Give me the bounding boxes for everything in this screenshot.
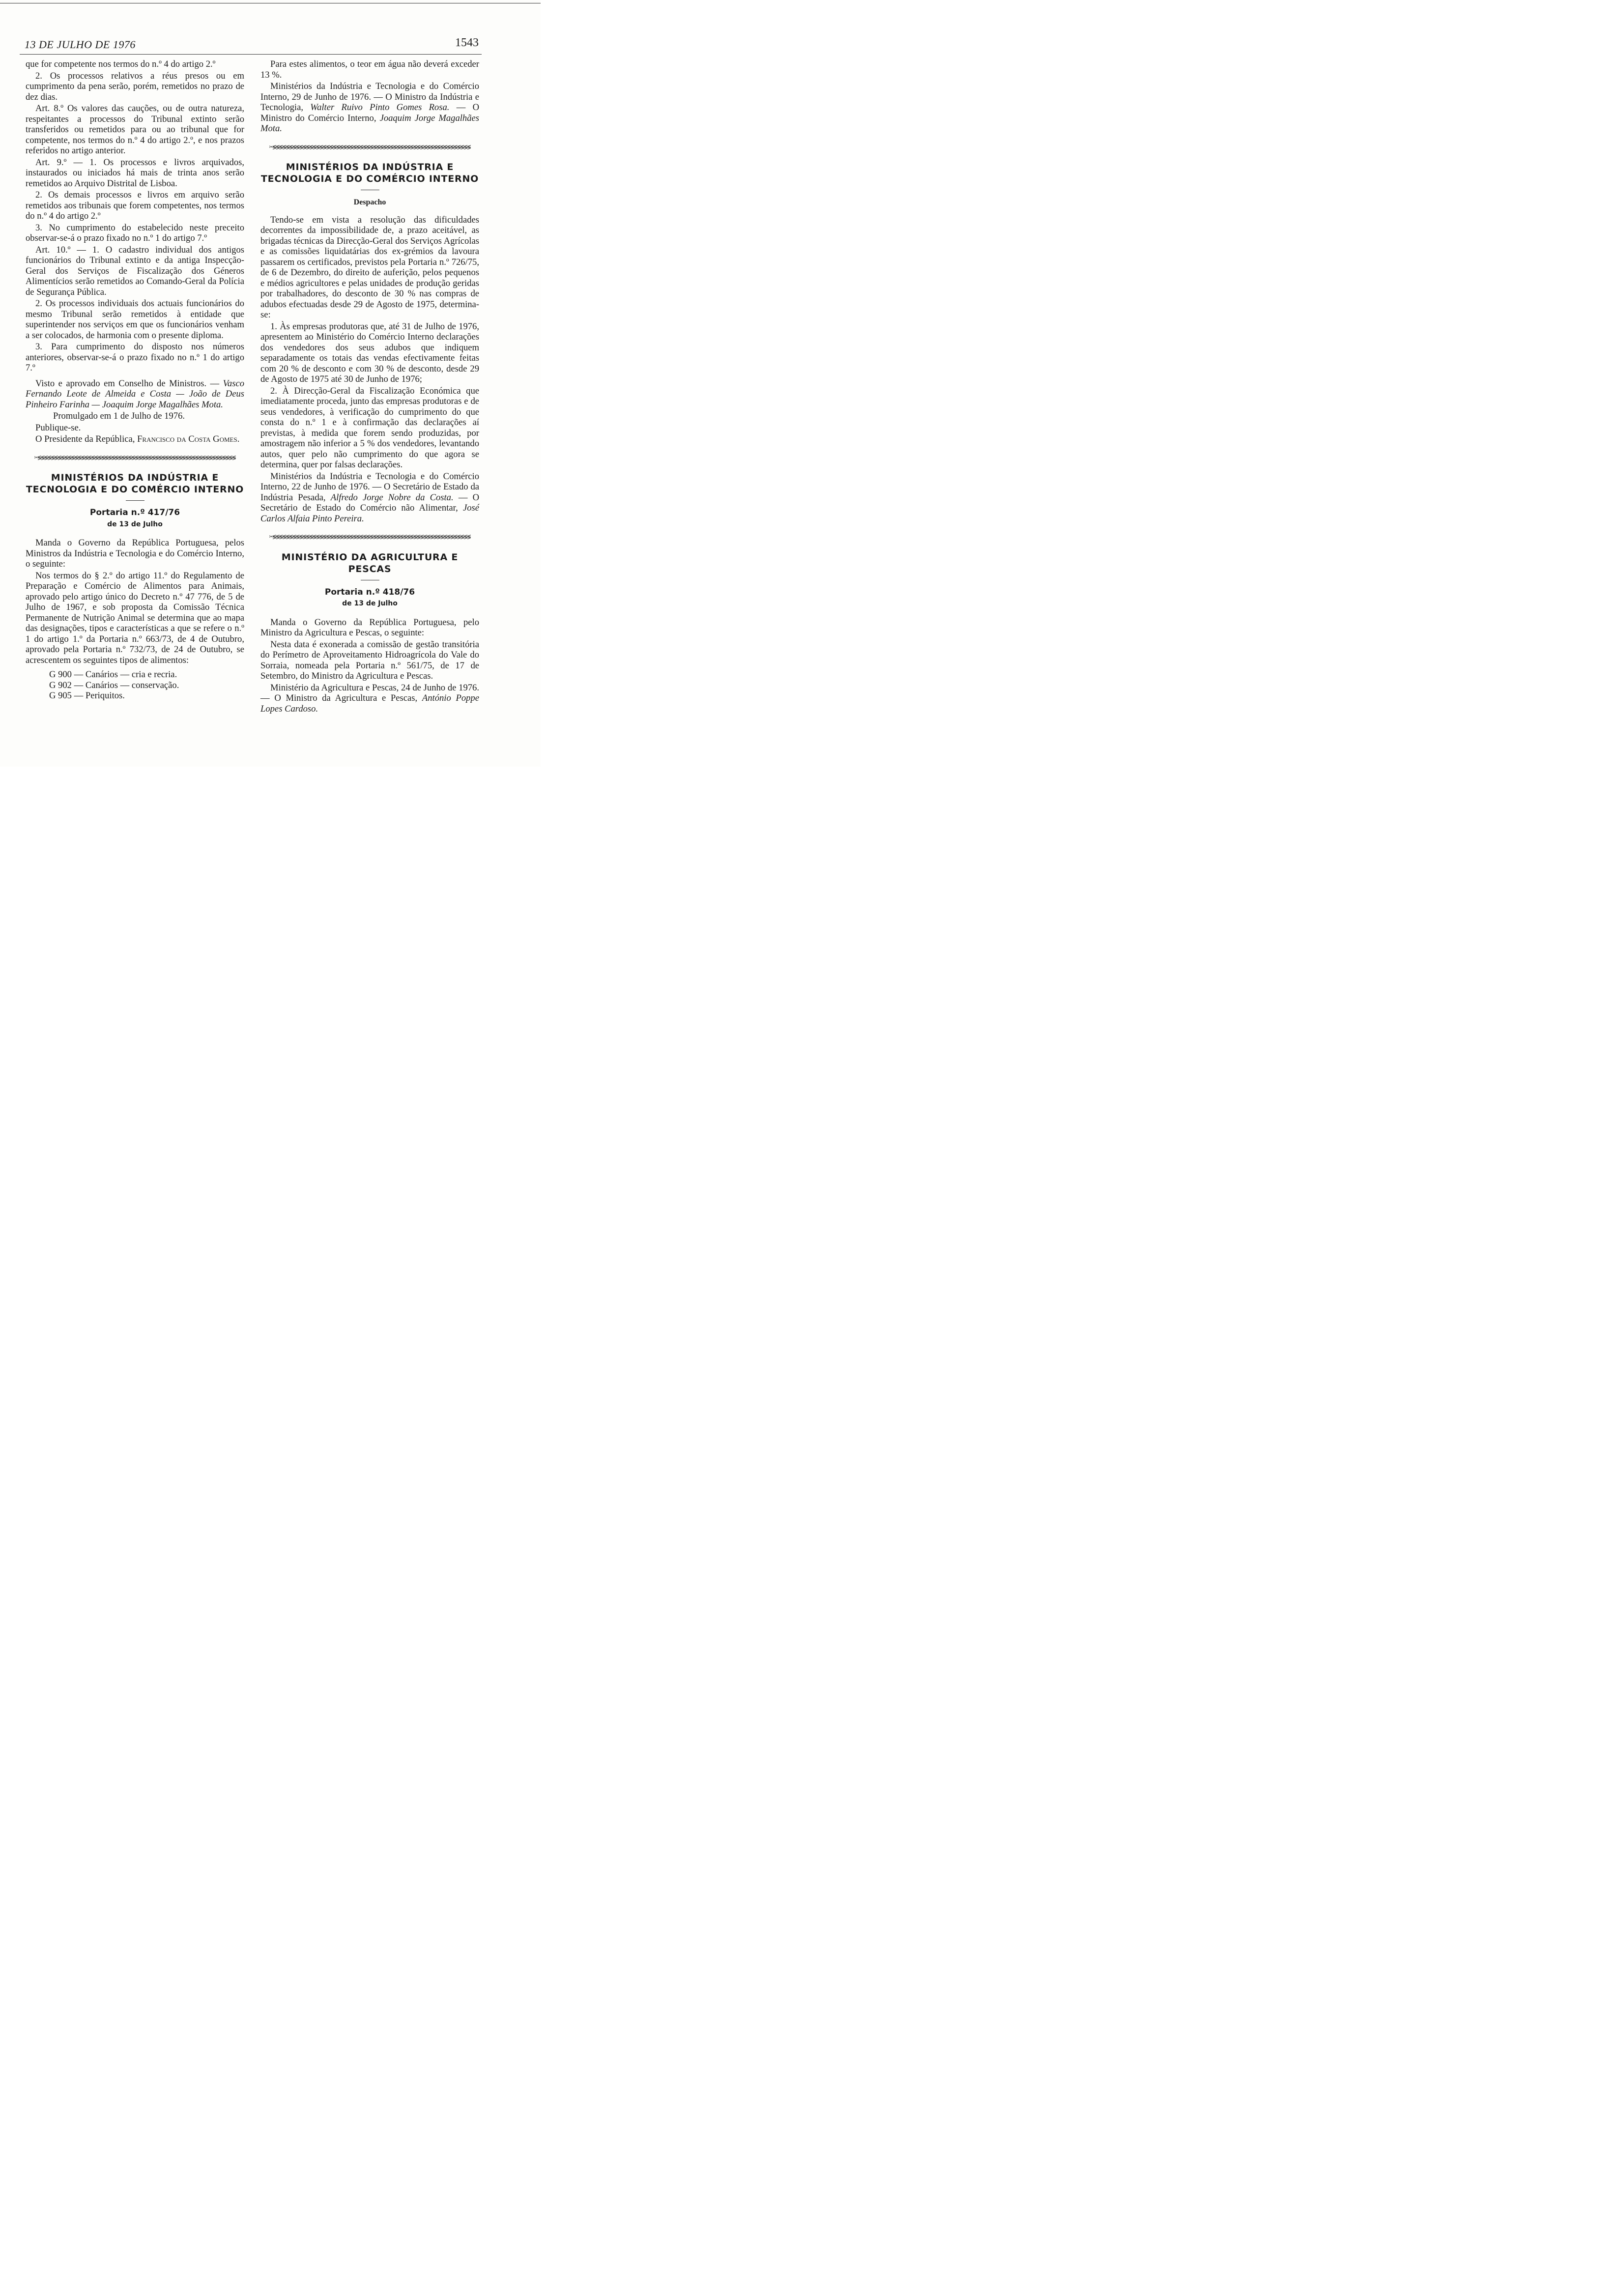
paragraph: Manda o Governo da República Portuguesa, pelo Ministro da Agricultura e Pescas, o seguinte: [260, 617, 479, 638]
signature-block [260, 471, 479, 524]
portaria-date: de 13 de Julho [342, 600, 398, 607]
signature-mid: — O Secretário de Estado do Comércio não Alimentar, [260, 492, 480, 513]
signatory-name: António Poppe Lopes Cardoso. [260, 693, 479, 714]
ministry-heading: MINISTÉRIOS DA INDÚSTRIA E TECNOLOGIA E DO COMÉRCIO INTERNO [260, 162, 479, 184]
paragraph: Tendo-se em vista a resolução das dificuldades decorrentes da impossibilidade de, a prazo aceitável, as brigadas técnicas da Direcção-Geral dos Serviços Agrícolas e as comissões liquidatárias dos ex-grémios da lavoura passarem os certificados, previstos pela Portaria n.º 726/75, de 6 de Dezembro, do direito de auferição, pelos pequenos e médios agricultores e pelas unidades de produção geridas por trabalhadores, do desconto de 30 % nas compras de adubos efectuadas desde 29 de Agosto de 1975, determina-se: [260, 214, 479, 320]
promulgado-line: Promulgado em 1 de Julho de 1976. [53, 411, 185, 421]
portaria-title: Portaria n.º 417/76 [89, 508, 180, 517]
presidente-line [26, 434, 244, 445]
paragraph: 2. À Direcção-Geral da Fiscalização Económica que imediatamente proceda, junto das empresas produtoras e de seus vendedores, à verificação do cumprimento do que consta do n.º 1 e à confirmação das declarações aí previstas, à medida que forem sendo produzidas, por amostragem não inferior a 5 % dos vendedores, levantando autos, quer pelo não cumprimento do que agora se determina, quer por falsas declarações. [260, 385, 479, 470]
portaria-date: de 13 de Julho [107, 520, 163, 528]
gazette-page [0, 0, 541, 767]
paragraph: Art. 10.º — 1. O cadastro individual dos antigos funcionários do Tribunal extinto e da antiga Inspecção-Geral dos Serviços de Fiscalização dos Géneros Alimentícios serão remetidos ao Comando-Geral da Polícia de Segurança Pública. [26, 244, 244, 297]
publique-line: Publique-se. [35, 422, 81, 433]
list-item: G 902 — Canários — conservação. [49, 680, 179, 690]
presidente-lead: O Presidente da República, [35, 434, 135, 444]
paragraph: 3. No cumprimento do estabelecido neste preceito observar-se-á o prazo fixado no n.º 1 do artigo 7.º [26, 222, 244, 243]
signatory-name: Joaquim Jorge Magalhães Mota. [260, 113, 479, 134]
signatory-name: Walter Ruivo Pinto Gomes Rosa. [310, 102, 450, 113]
section-ornament: ✂≶≶≶≶≶≶≶≶≶≶≶≶≶≶≶≶≶≶≶≶≶≶≶≶≶≶≶≶≶≶≶≶≶≶≶≶≶≶≶≶≶≶≶≶≶≶≶≶≶≶≶≶≶≶≶≶≶≶≶ [269, 533, 471, 541]
left-column [26, 59, 244, 701]
paragraph: Art. 8.º Os valores das cauções, ou de outra natureza, respeitantes a processos do Tribunal extinto serão transferidos ou remetidos para ou ao tribunal que for competente, nos termos do n.º 4 do artigo 2.º, e nos prazos referidos no artigo anterior. [26, 103, 244, 156]
ministry-heading: MINISTÉRIOS DA INDÚSTRIA E TECNOLOGIA E DO COMÉRCIO INTERNO [26, 472, 244, 495]
header-rule [20, 54, 482, 55]
header-page-number: 1543 [455, 36, 479, 49]
food-type-list [49, 669, 244, 701]
paragraph: Para estes alimentos, o teor em água não deverá exceder 13 %. [260, 59, 479, 80]
president-name: Francisco da Costa Gomes. [137, 434, 240, 444]
list-item: G 905 — Periquitos. [49, 690, 125, 701]
signature-lead: Ministério da Agricultura e Pescas, 24 de Junho de 1976. — O Ministro da Agricultura e Pescas, [260, 682, 479, 703]
short-rule [126, 500, 144, 501]
list-item: G 900 — Canários — cria e recria. [49, 669, 177, 680]
signature-mid: — O Ministro do Comércio Interno, [260, 102, 480, 123]
signatory-name: José Carlos Alfaia Pinto Pereira. [260, 503, 479, 524]
header-date: 13 DE JULHO DE 1976 [25, 38, 136, 51]
minister-names: Vasco Fernando Leote de Almeida e Costa — João de Deus Pinheiro Farinha — Joaquim Jorge Magalhães Mota. [26, 378, 244, 410]
ministry-heading: MINISTÉRIO DA AGRICULTURA E PESCAS [281, 551, 459, 574]
signature-block [260, 683, 479, 715]
paragraph: 2. Os processos individuais dos actuais funcionários do mesmo Tribunal serão remetidos à entidade que superintender nos serviços em que os funcionários venham a ser colocados, de harmonia com o presente diploma. [26, 298, 244, 341]
right-column [260, 59, 479, 715]
visto-paragraph [26, 378, 244, 410]
paragraph: Nesta data é exonerada a comissão de gestão transitória do Perímetro de Aproveitamento Hidroagrícola do Vale do Sorraia, nomeada pela Portaria n.º 561/75, de 17 de Setembro, do Ministro da Agricultura e Pescas. [260, 639, 479, 681]
paragraph: 1. Às empresas produtoras que, até 31 de Julho de 1976, apresentem ao Ministério do Comércio Interno declarações dos vendedores dos seus adubos que indiquem separadamente os totais das vendas efectivamente feitas com 20 % de desconto e com 30 % de desconto, desde 29 de Agosto de 1975 até 30 de Junho de 1976; [260, 321, 479, 384]
paragraph: Art. 9.º — 1. Os processos e livros arquivados, instaurados ou iniciados há mais de trinta anos serão remetidos ao Arquivo Distrital de Lisboa. [26, 157, 244, 189]
signatory-name: Alfredo Jorge Nobre da Costa. [330, 492, 454, 503]
signature-block [260, 81, 479, 134]
section-ornament: ✂≶≶≶≶≶≶≶≶≶≶≶≶≶≶≶≶≶≶≶≶≶≶≶≶≶≶≶≶≶≶≶≶≶≶≶≶≶≶≶≶≶≶≶≶≶≶≶≶≶≶≶≶≶≶≶≶≶≶≶ [34, 454, 236, 461]
paragraph: Manda o Governo da República Portuguesa, pelos Ministros da Indústria e Tecnologia e do Comércio Interno, o seguinte: [26, 538, 244, 569]
paragraph: Nos termos do § 2.º do artigo 11.º do Regulamento de Preparação e Comércio de Alimentos para Animais, aprovado pelo artigo único do Decreto n.º 47 776, de 5 de Julho de 1967, e sob proposta da Comissão Técnica Permanente de Nutrição Animal se determina que ao mapa das designações, tipos e características a que se refere o n.º 1 do artigo 1.º da Portaria n.º 663/73, de 4 de Outubro, aprovado pela Portaria n.º 732/73, de 24 de Outubro, se acrescentem os seguintes tipos de alimentos: [26, 570, 244, 665]
paragraph: 2. Os processos relativos a réus presos ou em cumprimento da pena serão, porém, remetidos no prazo de dez dias. [26, 70, 244, 102]
paragraph: que for competente nos termos do n.º 4 do artigo 2.º [26, 59, 216, 69]
signature-lead: Ministérios da Indústria e Tecnologia e do Comércio Interno, 29 de Junho de 1976. — O Ministro da Indústria e Tecnologia, [260, 81, 479, 113]
paragraph: 3. Para cumprimento do disposto nos números anteriores, observar-se-á o prazo fixado no n.º 1 do artigo 7.º [26, 342, 244, 373]
portaria-title: Portaria n.º 418/76 [324, 587, 415, 597]
visto-lead: Visto e aprovado em Conselho de Ministros. — [35, 378, 220, 389]
section-ornament: ✂≶≶≶≶≶≶≶≶≶≶≶≶≶≶≶≶≶≶≶≶≶≶≶≶≶≶≶≶≶≶≶≶≶≶≶≶≶≶≶≶≶≶≶≶≶≶≶≶≶≶≶≶≶≶≶≶≶≶≶ [269, 143, 471, 151]
signature-lead: Ministérios da Indústria e Tecnologia e do Comércio Interno, 22 de Junho de 1976. — O Secretário de Estado da Indústria Pesada, [260, 471, 479, 503]
paragraph: 2. Os demais processos e livros em arquivo serão remetidos aos tribunais que forem competentes, nos termos do n.º 4 do artigo 2.º [26, 190, 244, 221]
despacho-title: Despacho [353, 198, 386, 206]
